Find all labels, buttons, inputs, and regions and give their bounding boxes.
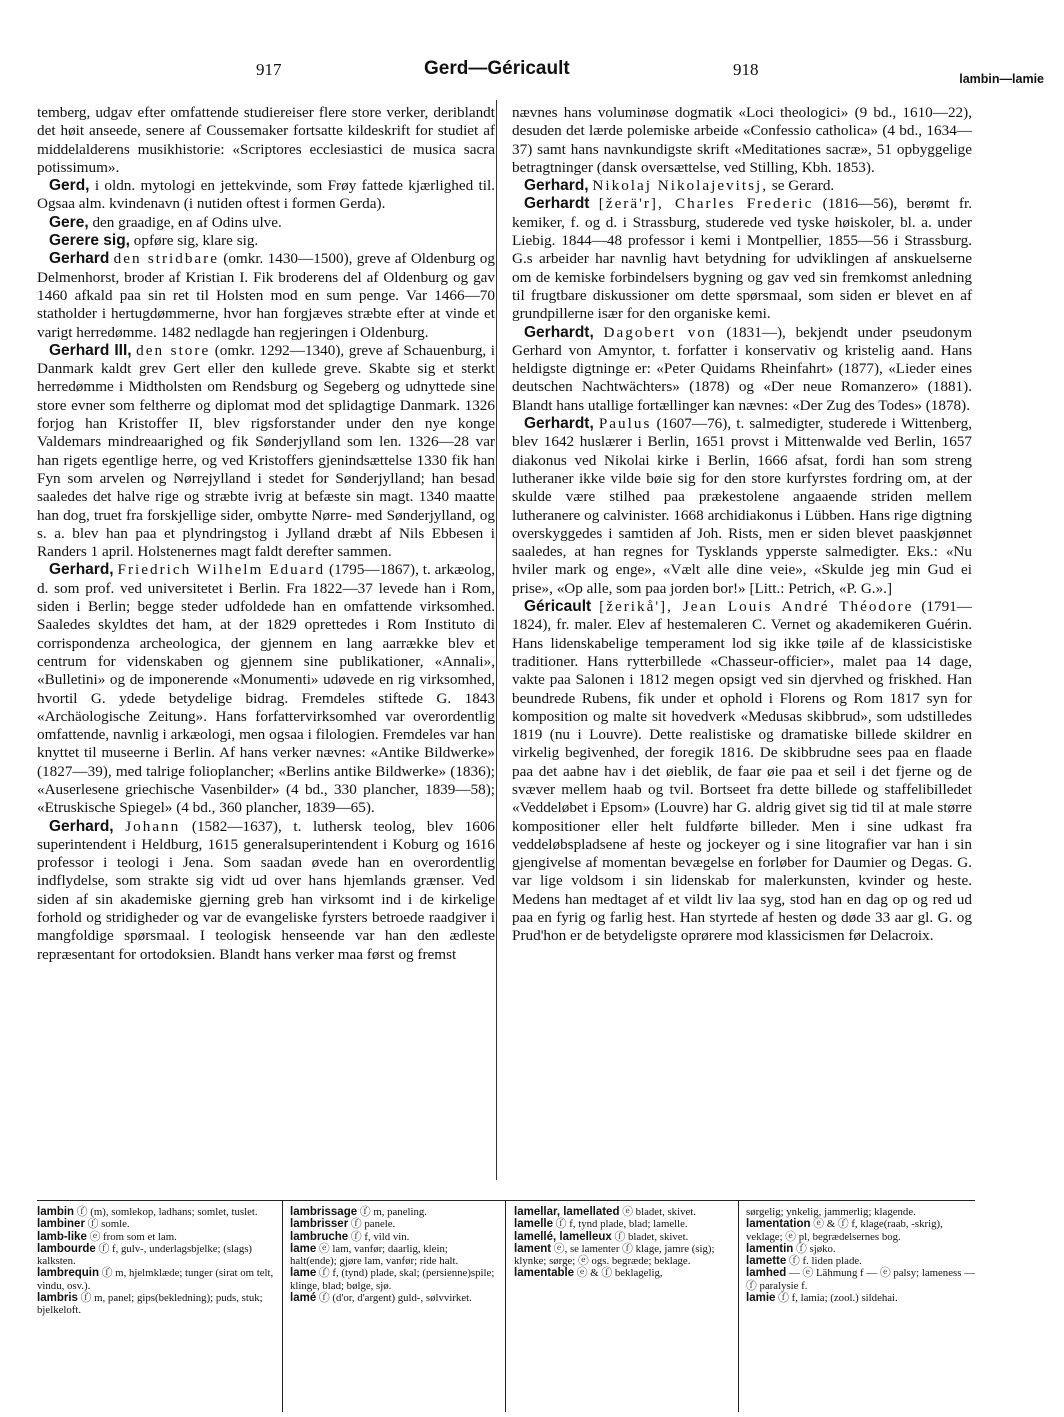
entry-headword: Gerhard, [49,817,114,835]
entry-text: (1582—1637), t. luthersk teolog, blev 1606 superintendent i Heldburg, 1615 generalsuperintendent i Koburg og 1616 professor i teologi i Jena. Som saadan øvede han en overordentlig indflydelse, som strakte sig vidt ud over hans hjemlands grænser. Ved siden af sin akademiske gjerning greb han virksomt ind i de kirkelige forhold og stridigheder og var de evangeliske fyrsters betroede raadgiver i mangfoldige spørsmaal. I teologisk henseende var han den ædleste repræsentant for ortodoksien. Blandt hans verker maa først og fremst [37,817,496,963]
dictionary-item [746,1255,976,1267]
entry-name: Paulus [598,415,652,433]
dictionary-headword: lamb-like [37,1230,87,1243]
page-number-right: 918 [733,60,759,79]
dictionary-item [37,1243,282,1268]
encyclopedia-entry [512,195,972,323]
dictionary-item [746,1206,976,1218]
dictionary-headword: lamentation [746,1218,811,1231]
entry-text: (1816—56), berømt fr. kemiker, f. og d. i Strassburg, studerede ved tyske høiskoler, bl. a. under Liebig. 1844—48 professor i kemi i Montpellier, 1855—56 i Strassburg. G.s arbeider har navnlig havt betydning for udviklingen af anskuelserne om de kemiske forbindelsers bygning og gav ved sin fremkomst anledning til frugtbare diskussioner om dette spørsmaal, som siden er blevet en af grundpillerne især for den organiske kemi. [512,195,972,323]
dictionary-headword: lamentable [514,1267,575,1280]
running-head: lambin—lamie [959,72,1044,86]
dictionary-definition: ⓕ panele. [350,1218,396,1231]
dictionary-item [37,1218,282,1230]
dictionary-item [746,1243,976,1255]
dictionary-item [37,1267,282,1292]
dictionary-headword: lame [290,1242,317,1255]
dictionary-definition: ⓕ sjøko. [796,1242,836,1255]
dictionary-definition: ⓕ f. liden plade. [788,1255,862,1268]
encyclopedia-entry [512,324,972,415]
entry-text: (1831—), bekjendt under pseudonym Gerhard von Amyntor, t. forfatter i konservativ og kristelig aand. Hans heldigste digtninge er: «Peter Quidams Rheinfahrt» (1877), «Lieder eines deutschen Nachtwächters» (1878) og «Der neue Romanzero» (1881). Blandt hans utallige fortællinger kan nævnes: «Der Zug des Todes» (1878). [512,323,973,414]
dictionary-headword: lamellé, lamelleux [514,1230,612,1243]
entry-text: (omkr. 1292—1340), greve af Schauenburg, i Danmark kaldt grev Gert eller den kullede greve. Skabte sig et sterkt herredømme i Midtholsten om Rendsburg og Segeberg og udnyttede sine store evner som feltherre og diplomat mod det splidagtige Danmark. 1326 forjog han Kristoffer II, blev rigsforstander under den nye konge Valdemars mindreaarighed og fik Sønderjylland som len. 1326—28 var han rigets egentlige herre, og ved Kristoffers gjenindsættelse 1330 fik han Fyn som arvelen og Nørrejylland i stedet for Sønderjylland; han besad saaledes det halve rige og stræbte ivrig at befæste sin magt. 1340 maatte han dog, truet fra forskjellige sider, ombytte Nørre- med Sønderjylland, og s. a. blev han paa et plyndringstog i Jylland dræbt af Nils Ebbesen i Randers 1 april. Holstenernes magt faldt derefter sammen. [37,341,495,561]
dictionary-definition: ⓔ lam, vanfør; daarlig, klein; halt(ende); gjøre lam, vanfør; ride halt. [290,1242,459,1268]
entry-headword: Gere, [49,213,89,231]
encyclopedia-entry [37,177,495,214]
dictionary-column-3 [514,1206,736,1280]
right-column [512,104,972,946]
dictionary-headword: lamie [746,1292,776,1305]
dictionary-headword: lamentin [746,1242,794,1255]
entry-text: i oldn. mytologi en jettekvinde, som Frøy fattede kjærlighed til. Ogsaa alm. kvindenavn (i nutiden oftest i formen Gerda). [37,177,496,213]
dictionary-column-rule [738,1200,739,1412]
dictionary-divider [37,1200,975,1201]
entry-name: den stridbare [113,250,219,268]
dictionary-headword: lamelle [514,1218,553,1231]
dictionary-item [290,1206,496,1218]
dictionary-column-4 [746,1206,976,1304]
dictionary-headword: lamé [290,1292,317,1305]
column-divider [496,100,497,1180]
dictionary-headword: lame [290,1267,317,1280]
dictionary-headword: lambris [37,1292,78,1305]
page-number-left: 917 [256,60,282,79]
dictionary-definition: ⓕ f, tynd plade, blad; lamelle. [555,1218,688,1231]
page-title: Gerd—Géricault [424,58,570,79]
entry-headword: Gerere sig, [49,232,130,250]
dictionary-headword: lamette [746,1255,787,1268]
dictionary-definition: — ⓔ Lähmung f — ⓔ palsy; lameness — ⓕ paralysie f. [746,1267,975,1292]
encyclopedia-entry [37,250,495,341]
entry-headword: Gerhard, [524,177,589,195]
dictionary-item [514,1243,736,1268]
dictionary-definition: ⓕ somle. [87,1218,130,1231]
dictionary-item [290,1243,496,1268]
dictionary-item [514,1267,736,1279]
entry-name: [žerikå'], Jean Louis André Théodore [599,598,914,616]
entry-name: den store [136,341,211,359]
dictionary-headword: lambiner [37,1218,85,1231]
dictionary-headword: lambrissage [290,1206,358,1218]
entry-text: temberg, udgav efter omfattende studiereiser flere store verker, deriblandt det høit anseede, senere af Coussemaker fortsatte kildeskrift for studiet af middelalderens musikhistorie: «Scriptores ecclesiastici de musica sacra potissimum». [37,104,495,176]
dictionary-item [37,1292,282,1317]
dictionary-definition: ⓔ, se lamenter ⓕ klage, jamre (sig); klynke; sørge; ⓔ ogs. begræde; beklage. [514,1242,715,1268]
dictionary-item [37,1231,282,1243]
entry-headword: Gerd, [49,177,90,195]
dictionary-headword: lamhed [746,1267,787,1280]
dictionary-item [290,1218,496,1230]
dictionary-item [37,1206,282,1218]
dictionary-item [290,1267,496,1292]
encyclopedia-entry [37,104,495,177]
entry-text: den graadige, en af Odins ulve. [92,213,282,231]
dictionary-item [290,1292,496,1304]
entry-headword: Gerhard [49,250,110,268]
dictionary-item [746,1292,976,1304]
dictionary-item [746,1267,976,1292]
dictionary-item [514,1218,736,1230]
entry-headword: Gerhardt, [524,415,594,433]
dictionary-headword: lambrequin [37,1267,99,1280]
encyclopedia-entry [512,598,972,946]
dictionary-column-rule [282,1200,283,1412]
entry-text: se Gerard. [771,177,835,195]
left-column [37,104,495,964]
dictionary-column-2 [290,1206,496,1304]
dictionary-definition: ⓕ m, paneling. [359,1206,427,1218]
entry-text: (omkr. 1430—1500), greve af Oldenburg og Delmenhorst, broder af Kristian I. Fik broderens del af Oldenburg og gav 1460 afkald paa sin ret til Holsten mod en sum penge. Var 1466—70 statholder i hertugdømmerne, hvor han forgjæves stræbte efter at vinde et varigt herredømme. 1482 nedlagde han regjeringen i Oldenburg. [37,250,495,341]
encyclopedia-entry [37,342,495,562]
dictionary-definition: ⓔ from som et lam. [89,1230,177,1243]
entry-name: Friedrich Wilhelm Eduard [117,561,326,579]
dictionary-definition: ⓔ & ⓕ f, klage(raab, -skrig), veklage; ⓔ pl, begrædelsernes bog. [746,1218,943,1243]
dictionary-definition: ⓔ bladet, skivet. [622,1206,696,1218]
encyclopedia-entry [512,415,972,598]
dictionary-definition: ⓕ f, gulv-, underlagsbjelke; (slags) kalksten. [37,1242,253,1268]
dictionary-headword: lambourde [37,1242,96,1255]
entry-name: [žerä'r], Charles Frederic [598,195,814,213]
dictionary-definition: ⓕ bladet, skivet. [614,1230,689,1243]
dictionary-item [746,1218,976,1243]
entry-headword: Géricault [524,598,592,616]
dictionary-column-1 [37,1206,282,1317]
dictionary-item [514,1206,736,1218]
entry-headword: Gerhardt [524,195,590,213]
dictionary-headword: lambrisser [290,1218,349,1231]
dictionary-definition: ⓕ f, vild vin. [350,1230,410,1243]
dictionary-definition: ⓔ & ⓕ beklagelig, [576,1267,663,1280]
dictionary-definition: ⓕ m, panel; gips(bekledning); puds, stuk; bjelkeloft. [37,1292,263,1317]
dictionary-headword: lament [514,1242,552,1255]
encyclopedia-entry [512,177,972,195]
entry-text: nævnes hans voluminøse dogmatik «Loci theologici» (9 bd., 1610—22), desuden det lærde polemiske arbeide «Confessio catholica» (4 bd., 1634—37) samt hans navnkundigste skrift «Meditationes sacræ», 51 opbyggelige betragtninger (dansk oversættelse, ved Stilling, Kbh. 1853). [512,104,972,176]
entry-text: (1607—76), t. salmedigter, studerede i Wittenberg, blev 1642 huslærer i Berlin, 1651 provst i Mittenwalde ved Berlin, 1657 diakonus ved Nikolai kirke i Berlin, 1666 afsat, fordi han som streng lutheraner ikke vilde bøie sig for den store kurfyrstes fordring om, at der skulde være stilhed paa prækestolene angaaende striden mellem lutheranere og calvinister. 1668 archidiakonus i Lübben. Hans rige digtning overskyggedes i samtiden af Joh. Rists, men er siden blevet paaskjønnet saaledes, at han regnes for Tysklands ypperste salmedigter. Eks.: «Nu hviler mark og enge», «Vælt alle dine veie», «Skulde jeg min Gud ei prise», «Op alle, som paa jorden bor!» [Litt.: Petrich, «P. G.».] [512,415,972,597]
entry-name: Johann [125,817,181,835]
entry-name: Nikolaj Nikolajevitsj, [592,177,769,195]
dictionary-definition: ⓕ f, lamia; (zool.) sildehai. [778,1292,898,1305]
entry-headword: Gerhardt, [524,323,594,341]
encyclopedia-entry [37,561,495,817]
entry-headword: Gerhard, [49,561,114,579]
entry-text: opføre sig, klare sig. [133,232,259,250]
entry-text: (1795—1867), t. arkæolog, d. som prof. ved universitetet i Berlin. Fra 1822—37 levede han i Rom, siden i Berlin; begge steder udfoldede han en omfattende virksomhed. Saaledes skyldtes det ham, at der 1829 oprettedes i Rom Instituto di corrispondenza archeologica, der gjennem en lang aarrække blev et centrum for videnskaben og gjennem sine publikationer, «Annali», «Bulletini» og de imponerende «Monumenti» udøvede en rig virksomhed, hvortil G. ydede betydelige bidrag. Fremdeles stiftede G. 1843 «Archäologische Zeitung». Hans forfattervirksomhed var overordentlig omfattende, navnlig i arkæologi, men ogsaa i filologien. Fremdeles var han knyttet til museerne i Berlin. Af hans verker nævnes: «Antike Bildwerke» (1827—39), med talrige folioplancher; «Berlins antike Bildwerke» (1836); «Auserlesene griechische Vasenbilder» (4 bd., 330 plancher, 1839—58); «Etruskische Spiegel» (4 bd., 360 plancher, 1839—65). [37,561,496,817]
dictionary-headword: lambin [37,1206,75,1218]
encyclopedia-entry [37,818,495,964]
encyclopedia-entry [37,214,495,232]
encyclopedia-entry [512,104,972,177]
dictionary-headword: lamellar, lamellated [514,1206,620,1218]
entry-name: Dagobert von [603,323,717,341]
dictionary-column-rule [505,1200,506,1412]
entry-headword: Gerhard III, [49,341,132,359]
dictionary-item [290,1231,496,1243]
dictionary-definition: sørgelig; ynkelig, jammerlig; klagende. [746,1206,916,1218]
dictionary-definition: ⓕ (d'or, d'argent) guld-, sølvvirket. [318,1292,472,1305]
dictionary-definition: ⓕ f, (tynd) plade, skal; (persienne)spile; klinge, blad; bølge, sjø. [290,1267,495,1292]
entry-text: (1791—1824), fr. maler. Elev af hestemaleren C. Vernet og akademikeren Guérin. Hans lidenskabelige temperament lod sig ikke tøile af de klassicistiske traditioner. Hans rytterbillede «Chasseur-officier», malet paa 14 dage, vakte paa Salonen i 1812 megen opsigt ved sin djervhed og friskhed. Han beundrede Rubens, fik under et ophold i Florens og Rom 1817 syn for komposition og malte sit hovedverk «Medusas skibbrud», som udstilledes 1819 (nu i Louvre). Dette realistiske og dramatiske billede skildrer en virkelig begivenhed, der foregik 1816. De skibbrudne sees paa en flaade paa det aabne hav i det øieblik, de faar øie paa et seil i det fjerne og de svæver mellem haab og tvil. Bortseet fra dette billede og staffelibilledet «Veddeløbet i Epsom» (Louvre) har G. aldrig givet sig tid til at male større kompositioner eller helt fuldførte billeder. Men i sine udkast fra veddeløbspladsene af heste og jockeyer og i sine litografier var han i sin gjengivelse af momentan bevægelse en forløber for Daumier og Degas. G. var lige voldsom i sin lidenskab for malerkunsten, kvinder og heste. Medens han medtaget af et vildt liv laa syg, stod han en dag op og red ud paa en fyrig og farlig hest. Han styrtede af hesten og døde 33 aar gl. G. og Prud'hon er de betydeligste oprørere mod klassicismen før Delacroix. [512,598,972,945]
dictionary-item [514,1231,736,1243]
dictionary-definition: ⓕ (m), somlekop, ladhans; somlet, tuslet. [76,1206,258,1218]
encyclopedia-entry [37,232,495,250]
dictionary-definition: ⓕ m, hjelmklæde; tunger (sirat om telt, vindu, osv.). [37,1267,274,1292]
dictionary-headword: lambruche [290,1230,349,1243]
